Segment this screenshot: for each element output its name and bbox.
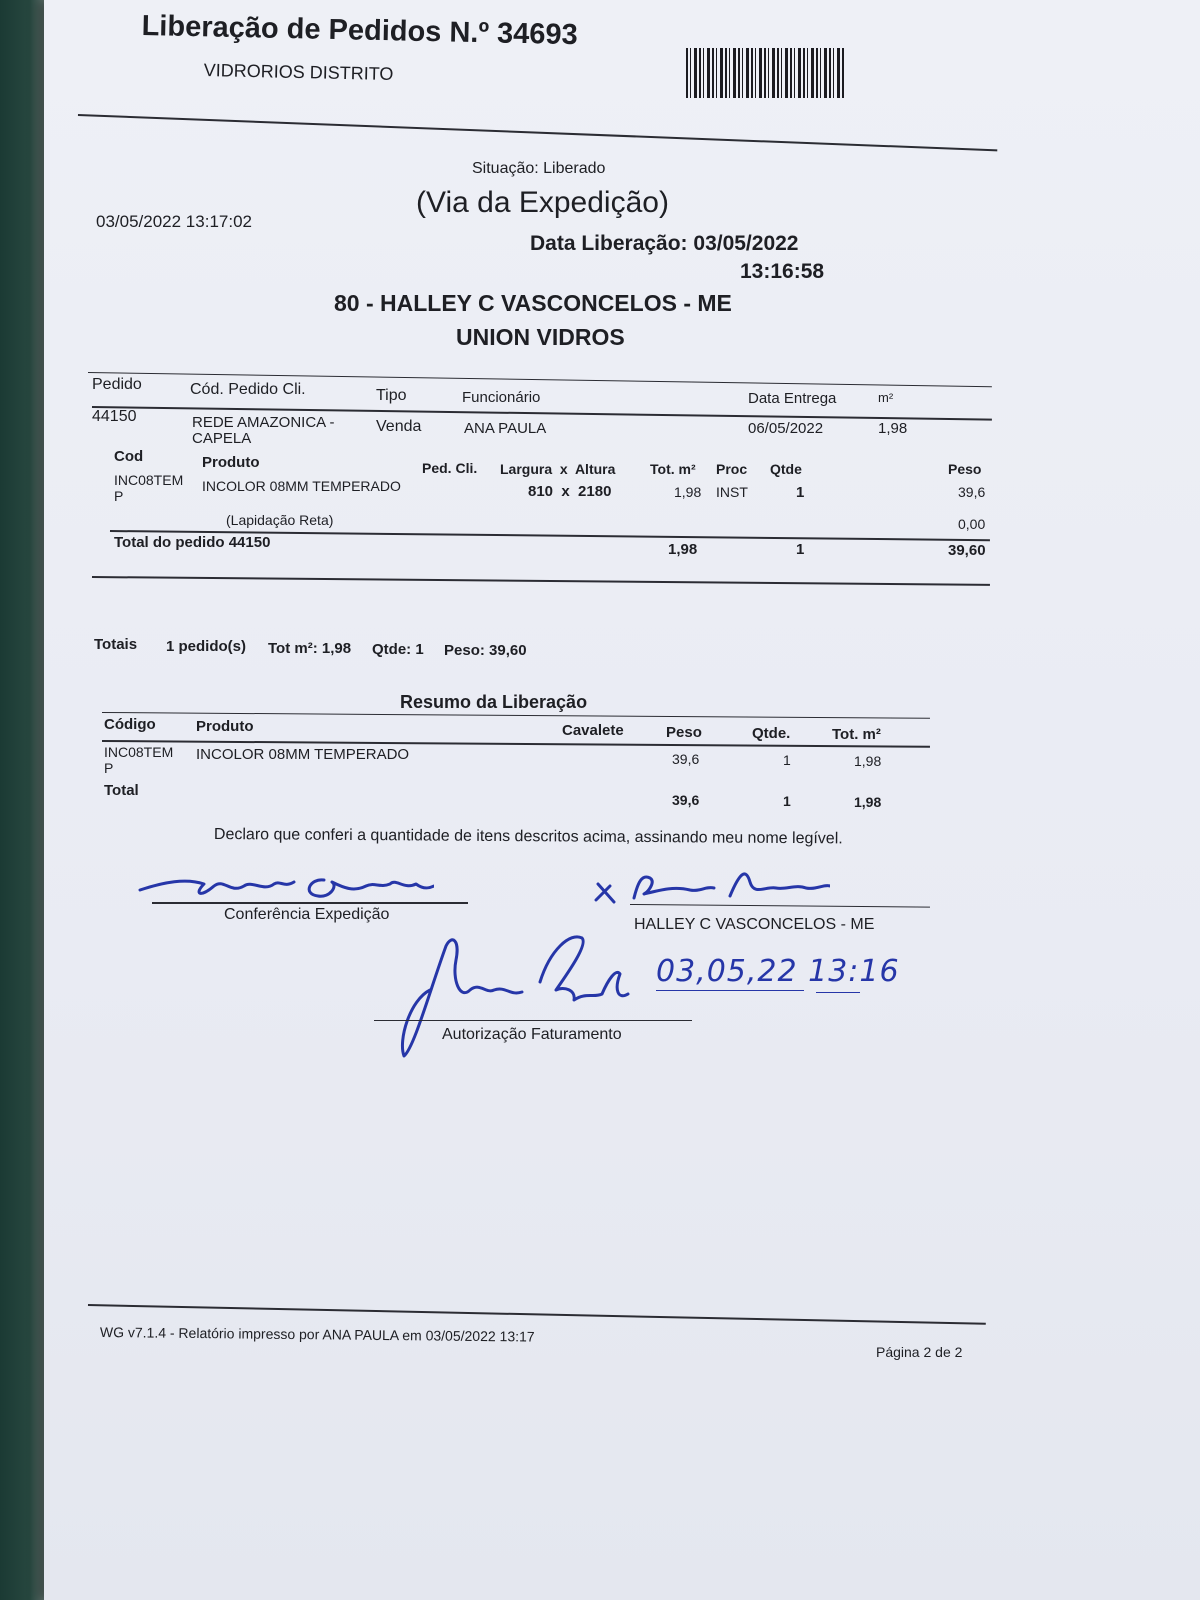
company-name: VIDRORIOS DISTRITO: [203, 60, 394, 84]
header-divider: [78, 114, 997, 151]
item-code-cont: P: [114, 488, 124, 504]
faturamento-label: Autorização Faturamento: [442, 1026, 622, 1043]
barcode: [686, 48, 844, 98]
order-total-qtde: 1: [796, 541, 805, 558]
summary-header-peso: Peso: [666, 724, 702, 741]
order-type: Venda: [376, 418, 422, 435]
document-title: Liberação de Pedidos N.º 34693: [141, 10, 579, 52]
item-product: INCOLOR 08MM TEMPERADO: [202, 478, 401, 494]
release-date: Data Liberação: 03/05/2022: [530, 232, 799, 255]
printed-timestamp: 03/05/2022 13:17:02: [96, 212, 252, 231]
item-header-tot-m2: Tot. m²: [650, 461, 696, 477]
client-order-code: REDE AMAZONICA -: [192, 414, 335, 431]
item-header-cod: Cod: [114, 448, 144, 465]
expedicao-label: Conferência Expedição: [224, 906, 390, 923]
header-m2: m²: [878, 390, 894, 405]
status-text: Situação: Liberado: [472, 160, 606, 177]
item-peso: 39,6: [958, 484, 986, 500]
summary-total-qtde: 1: [783, 793, 791, 809]
summary-total-peso: 39,6: [672, 792, 700, 808]
client-name: 80 - HALLEY C VASCONCELOS - ME: [334, 290, 732, 316]
summary-title: Resumo da Liberação: [400, 692, 588, 712]
totals-label: Totais: [94, 636, 138, 653]
header-tipo: Tipo: [376, 387, 407, 404]
order-number: 44150: [92, 408, 137, 425]
item-header-dimensions: Largura x Altura: [500, 461, 616, 477]
header-funcionario: Funcionário: [462, 389, 541, 406]
handwritten-date: 03,05,22 13:16: [656, 954, 900, 989]
footer-version: WG v7.1.4 - Relatório impresso por ANA PAULA em 03/05/2022 13:17: [99, 1324, 535, 1345]
document-page: [44, 0, 1200, 1600]
item-code: INC08TEM: [114, 472, 184, 488]
summary-code: INC08TEM: [104, 744, 174, 760]
item-header-ped-cli: Ped. Cli.: [422, 460, 478, 476]
summary-qtde: 1: [783, 752, 791, 768]
summary-header-cavalete: Cavalete: [562, 722, 624, 739]
footer-rule: [88, 1304, 986, 1325]
handwritten-time-underline: [816, 992, 860, 993]
client-order-code-cont: CAPELA: [192, 430, 252, 447]
declaration-text: Declaro que conferi a quantidade de itens descritos acima, assinando meu nome legível.: [213, 826, 843, 848]
client-label: HALLEY C VASCONCELOS - ME: [634, 916, 875, 933]
summary-header-codigo: Código: [104, 716, 156, 733]
release-time: 13:16:58: [740, 260, 825, 283]
item-note: (Lapidação Reta): [226, 512, 334, 528]
summary-total-label: Total: [104, 782, 139, 799]
summary-header-tot-m2: Tot. m²: [832, 726, 881, 743]
item-header-qtde: Qtde: [770, 461, 802, 477]
faturamento-signature-line: [374, 1020, 692, 1021]
item-tot-m2: 1,98: [674, 484, 702, 500]
item-dimensions: 810 x 2180: [528, 483, 612, 500]
copy-label: (Via da Expedição): [416, 186, 669, 219]
faturamento-signature: [390, 930, 630, 1070]
summary-tot-m2: 1,98: [854, 753, 882, 769]
item-header-produto: Produto: [202, 454, 260, 471]
item-header-proc: Proc: [716, 461, 748, 477]
summary-total-tot-m2: 1,98: [854, 794, 882, 810]
item-qtde: 1: [796, 484, 805, 501]
expedicao-signature-line: [152, 902, 468, 904]
client-company: UNION VIDROS: [456, 324, 625, 350]
header-cod-pedido-cli: Cód. Pedido Cli.: [190, 381, 306, 398]
summary-code-cont: P: [104, 760, 114, 776]
summary-peso: 39,6: [672, 751, 700, 767]
order-total-label: Total do pedido 44150: [114, 534, 271, 551]
delivery-date: 06/05/2022: [748, 420, 824, 437]
summary-product: INCOLOR 08MM TEMPERADO: [196, 746, 410, 763]
totals-weight: Peso: 39,60: [444, 642, 527, 659]
totals-qtde: Qtde: 1: [372, 641, 424, 658]
header-data-entrega: Data Entrega: [748, 390, 837, 407]
header-pedido: Pedido: [92, 376, 142, 393]
summary-header-qtde: Qtde.: [752, 725, 791, 742]
order-m2: 1,98: [878, 420, 908, 437]
summary-header-produto: Produto: [196, 718, 254, 735]
item-header-peso: Peso: [948, 461, 982, 477]
item-proc: INST: [716, 484, 748, 500]
totals-m2: Tot m²: 1,98: [268, 640, 352, 657]
totals-orders: 1 pedido(s): [166, 638, 247, 655]
employee-name: ANA PAULA: [464, 420, 547, 437]
order-total-peso: 39,60: [948, 542, 986, 559]
item-note-peso: 0,00: [958, 516, 986, 532]
page-number: Página 2 de 2: [876, 1344, 963, 1360]
order-total-m2: 1,98: [668, 541, 698, 558]
handwritten-date-underline: [656, 990, 804, 991]
table-bottom-rule: [92, 576, 990, 586]
